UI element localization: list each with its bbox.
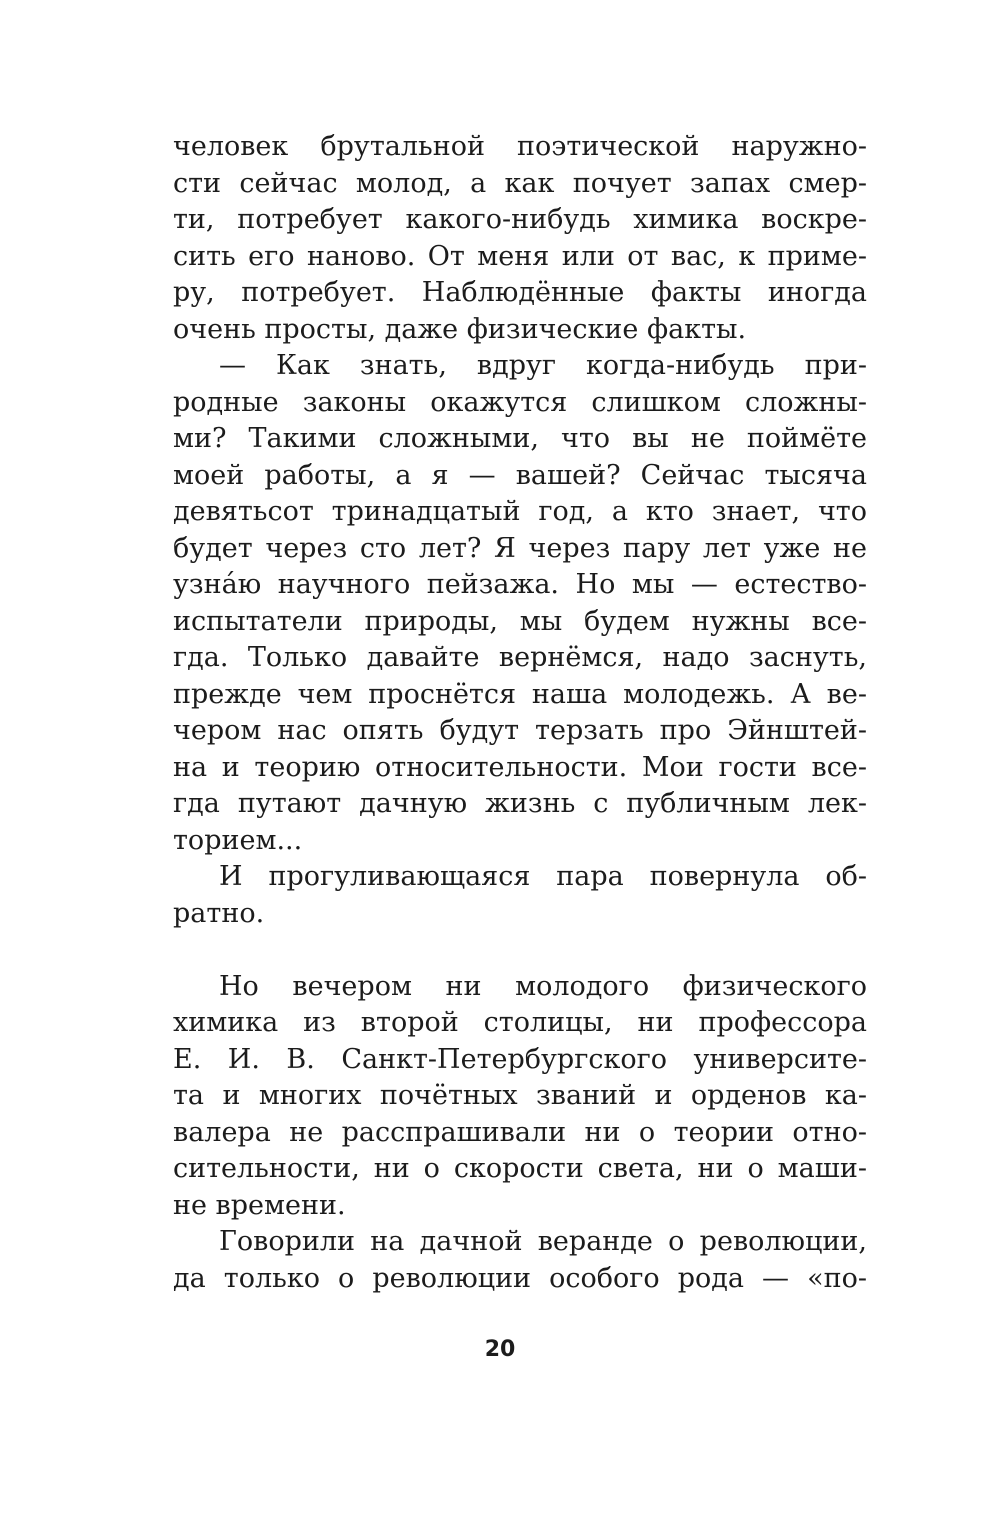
text-line: моей работы, а я — вашей? Сейчас тысяча bbox=[173, 459, 867, 491]
text-line: да только о революции особого рода — «по- bbox=[173, 1262, 867, 1294]
text-line: гда путают дачную жизнь с публичным лек- bbox=[173, 788, 867, 819]
text-line: сительности, ни о скорости света, ни о маши- bbox=[173, 1153, 867, 1184]
text-line: ру, потребует. Наблюдённые факты иногда bbox=[173, 277, 867, 308]
text-line: валера не расспрашивали ни о теории отно- bbox=[173, 1116, 867, 1148]
text-line: торием... bbox=[173, 824, 303, 856]
text-line: будет через сто лет? Я через пару лет уже не bbox=[173, 532, 867, 564]
text-line: родные законы окажутся слишком сложны- bbox=[173, 386, 867, 418]
text-line: Но вечером ни молодого физического bbox=[219, 970, 867, 1002]
text-line: — Как знать, вдруг когда-нибудь при- bbox=[219, 350, 867, 381]
text-line: узна́ю научного пейзажа. Но мы — естество- bbox=[173, 569, 867, 600]
text-line: Говорили на дачной веранде о революции, bbox=[219, 1226, 867, 1257]
text-line: химика из второй столицы, ни профессора bbox=[173, 1007, 867, 1038]
text-line: прежде чем проснётся наша молодежь. А ве- bbox=[173, 678, 867, 710]
text-line: И прогуливающаяся пара повернула об- bbox=[219, 861, 867, 892]
text-line: очень просты, даже физические факты. bbox=[173, 313, 747, 345]
text-line: гда. Только давайте вернёмся, надо заснуть, bbox=[173, 642, 867, 673]
body-text bbox=[173, 129, 867, 1297]
text-line: девятьсот тринадцатый год, а кто знает, что bbox=[173, 496, 867, 527]
text-line: чером нас опять будут терзать про Эйнштей- bbox=[173, 715, 867, 746]
text-line: человек брутальной поэтической наружно- bbox=[173, 131, 867, 162]
text-line: ми? Такими сложными, что вы не поймёте bbox=[173, 423, 867, 454]
text-line: та и многих почётных званий и орденов ка- bbox=[173, 1080, 867, 1111]
section-break bbox=[173, 932, 867, 969]
text-line: ти, потребует какого-нибудь химика воскре- bbox=[173, 204, 867, 235]
text-line: сти сейчас молод, а как почует запах смер- bbox=[173, 167, 867, 199]
text-line: на и теорию относительности. Мои гости все- bbox=[173, 751, 867, 783]
page-number: 20 bbox=[484, 1337, 516, 1362]
text-line: Е. И. В. Санкт-Петербургского университе- bbox=[173, 1043, 867, 1075]
text-line: испытатели природы, мы будем нужны все- bbox=[173, 605, 867, 637]
text-line: сить его наново. От меня или от вас, к приме- bbox=[173, 240, 867, 272]
text-line: ратно. bbox=[173, 897, 265, 929]
text-line: не времени. bbox=[173, 1189, 346, 1221]
